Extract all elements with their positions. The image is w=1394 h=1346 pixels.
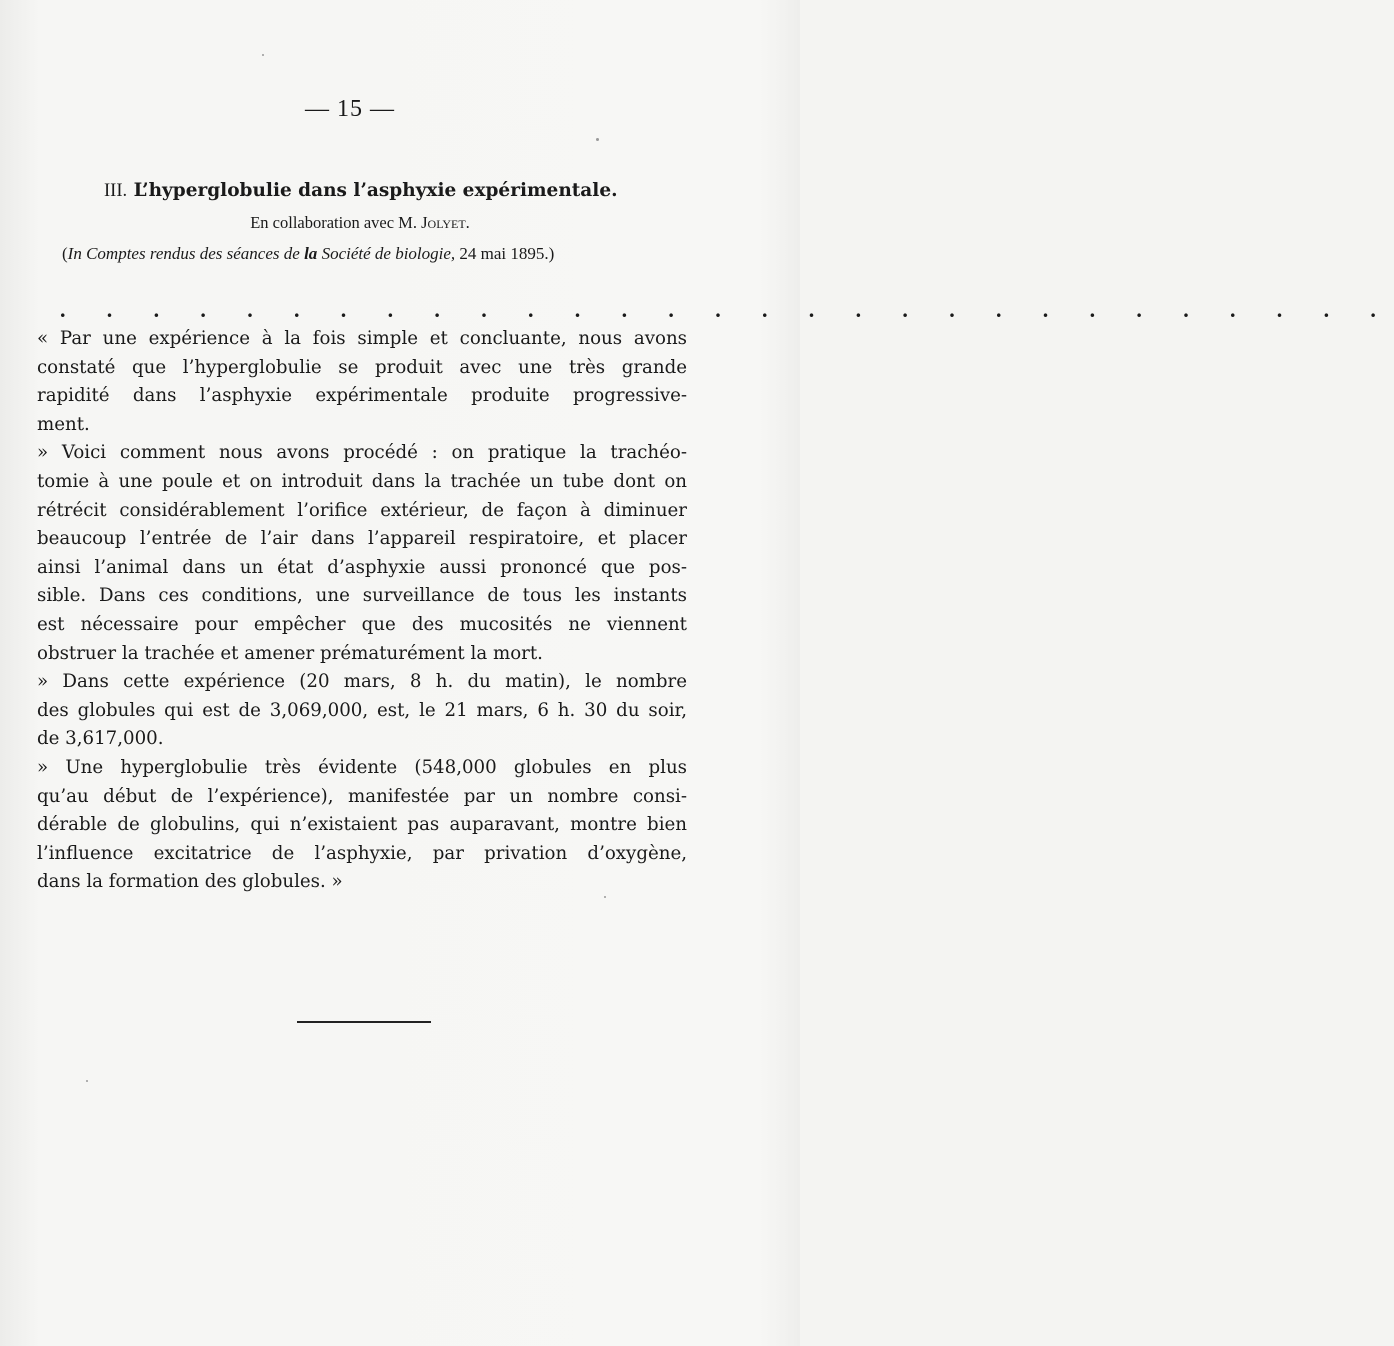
text-line: est nécessaire pour empêcher que des mucosités ne viennent xyxy=(37,613,687,635)
collaborator-name: Jolyet. xyxy=(421,213,470,232)
body-text xyxy=(37,325,687,897)
text-line: ment. xyxy=(37,413,90,435)
text-line: qu’au début de l’expérience), manifestée par un nombre consi- xyxy=(37,785,687,807)
paper-speck xyxy=(604,896,606,898)
citation-la: la xyxy=(304,244,318,263)
text-line: » Voici comment nous avons procédé : on pratique la trachéo- xyxy=(37,442,687,464)
section-title: L’hyperglobulie dans l’asphyxie expérimentale. xyxy=(133,180,618,201)
text-line: beaucoup l’entrée de l’air dans l’appareil respiratoire, et placer xyxy=(37,528,687,550)
section-number: III. xyxy=(104,181,128,201)
citation-date: 24 mai 1895.) xyxy=(459,244,555,263)
text-line: dérable de globulins, qui n’existaient pas auparavant, montre bien xyxy=(37,814,687,836)
text-line: rapidité dans l’asphyxie expérimentale produite progressive- xyxy=(37,385,687,407)
text-line: « Par une expérience à la fois simple et concluante, nous avons xyxy=(37,328,687,349)
text-line: de 3,617,000. xyxy=(37,728,164,750)
text-line: ainsi l’animal dans un état d’asphyxie aussi prononcé que pos- xyxy=(37,556,687,578)
collaboration-line xyxy=(0,213,720,233)
text-line: » Une hyperglobulie très évidente (548,000 globules en plus xyxy=(37,756,687,778)
collaboration-prefix: En collaboration avec M. xyxy=(250,213,417,232)
text-line: l’influence excitatrice de l’asphyxie, par privation d’oxygène, xyxy=(37,842,687,864)
citation-open: ( xyxy=(62,244,68,263)
text-line: rétrécit considérablement l’orifice extérieur, de façon à diminuer xyxy=(37,499,687,521)
text-line: tomie à une poule et on introduit dans la trachée un tube dont on xyxy=(37,470,687,492)
citation-journal-part1: Comptes rendus des séances de xyxy=(86,244,300,263)
paper-speck xyxy=(86,1080,88,1082)
text-line: obstruer la trachée et amener prématurément la mort. xyxy=(37,642,543,664)
citation-journal-part2: Société de biologie, xyxy=(321,244,456,263)
text-line: sible. Dans ces conditions, une surveillance de tous les instants xyxy=(37,585,687,607)
page-number: — 15 — xyxy=(305,96,395,122)
citation-in: In xyxy=(67,244,82,263)
section-heading xyxy=(104,180,724,202)
paper-speck xyxy=(262,54,264,56)
citation xyxy=(62,244,702,264)
text-line: » Dans cette expérience (20 mars, 8 h. du matin), le nombre xyxy=(37,671,687,693)
text-line: des globules qui est de 3,069,000, est, le 21 mars, 6 h. 30 du soir, xyxy=(37,699,687,721)
text-line: constaté que l’hyperglobulie se produit avec une très grande xyxy=(37,356,687,378)
paper-speck xyxy=(596,138,599,141)
end-rule xyxy=(297,1021,431,1023)
text-line: dans la formation des globules. » xyxy=(37,871,343,893)
ellipsis-divider: . . . . . . . . . . . . . . . . . . . . . . . . . . . . . xyxy=(60,297,1394,322)
